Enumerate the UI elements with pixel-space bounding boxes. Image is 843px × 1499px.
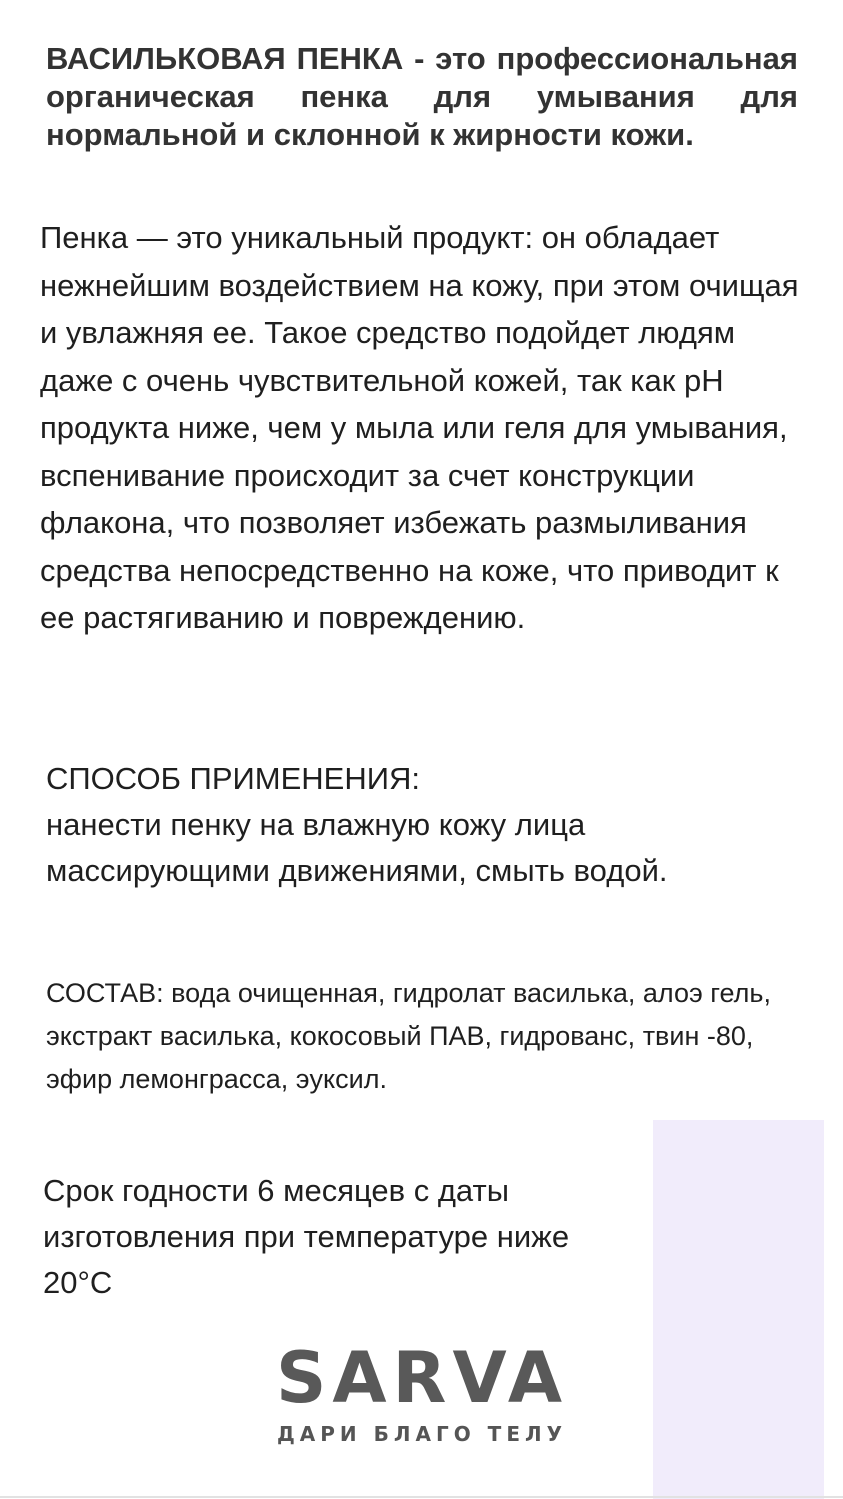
brand-logo <box>248 1337 596 1448</box>
bottom-divider <box>0 1496 843 1498</box>
product-description: Пенка — это уникальный продукт: он обладает нежнейшим воздействием на кожу, при этом очищая и увлажняя ее. Такое средство подойдет людям даже с очень чувствительной кожей, так как pH продукта ниже, чем у мыла или геля для умывания, вспенивание происходит за счет конструкции флакона, что позволяет избежать размыливания средства непосредственно на коже, что приводит к ее растягиванию и повреждению. <box>40 220 799 635</box>
usage-section <box>46 756 796 894</box>
composition-text: СОСТАВ: вода очищенная, гидролат василька, алоэ гель, экстракт василька, кокосовый ПАВ, гидрованс, твин -80, эфир лемонграсса, эуксил. <box>46 978 771 1094</box>
shelf-life-text: Срок годности 6 месяцев с даты изготовления при температуре ниже 20°С <box>43 1173 570 1300</box>
product-headline: ВАСИЛЬКОВАЯ ПЕНКА - это профессиональная органическая пенка для умывания для нормальной и склонной к жирности кожи. <box>46 41 798 152</box>
accent-strip <box>653 1120 824 1499</box>
usage-text: нанести пенку на влажную кожу лица массирующими движениями, смыть водой. <box>46 807 668 888</box>
brand-tagline: ДАРИ БЛАГО ТЕЛУ <box>276 1422 568 1446</box>
brand-logo-word: SARVA <box>275 1337 569 1419</box>
usage-heading: СПОСОБ ПРИМЕНЕНИЯ: <box>46 761 421 796</box>
